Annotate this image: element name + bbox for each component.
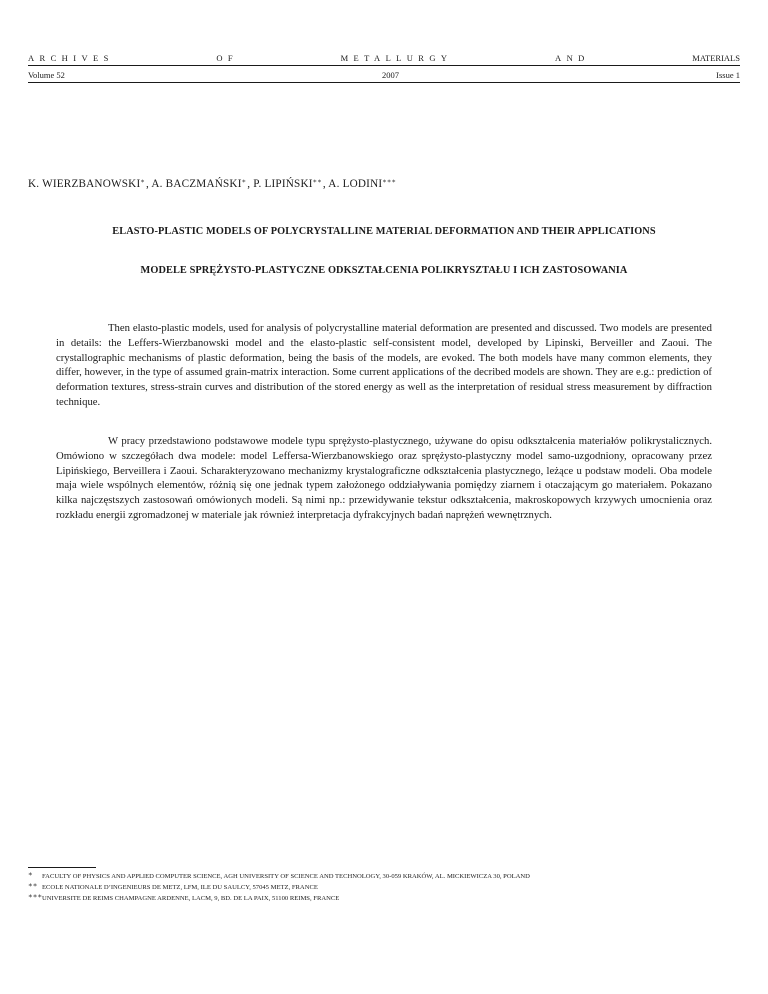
paper-title: ELASTO-PLASTIC MODELS OF POLYCRYSTALLINE MATERIAL DEFORMATION AND THEIR APPLICATIONS (112, 226, 656, 237)
paper-title-polish: MODELE SPRĘŻYSTO-PLASTYCZNE ODKSZTAŁCENIA POLIKRYSZTAŁU I ICH ZASTOSOWANIA (140, 265, 628, 276)
footnote-text: FACULTY OF PHYSICS AND APPLIED COMPUTER SCIENCE, AGH UNIVERSITY OF SCIENCE AND TECHNOLOGY, 30-059 KRAKÓW, AL. MICKIEWICZA 30, POLAND (42, 873, 530, 880)
author-mark: ∗ (140, 178, 145, 185)
footnote (28, 870, 530, 880)
journal-word: AND (555, 53, 590, 63)
header-rule (28, 82, 740, 83)
journal-word: ARCHIVES (28, 53, 114, 63)
footnote-mark: ∗∗∗ (28, 892, 43, 900)
footnote-mark: ∗ (28, 870, 33, 878)
issue-meta (28, 70, 740, 80)
author-name: A. LODINI (328, 178, 383, 190)
author-name: K. WIERZBANOWSKI (28, 178, 141, 190)
author-name: P. LIPIŃSKI (253, 178, 313, 190)
abstract-english: Then elasto-plastic models, used for analysis of polycrystalline material deformation are presented and discussed. Two models are presented in details: the Leffers-Wierzbanowski model and the elasto-plastic self-consistent model, developed by Lipinski, Berveiller and Zaoui. The crystallographic mechanisms of plastic deformation, being the basis of the models, are evoked. The both models have many common elements, they differ, however, in the type of assumed grain-matrix interaction. Some current applications of the decribed models are shown. They are e.g.: prediction of deformation textures, stress-strain curves and distribution of the stored energy as well as the interpretation of residual stress measurement by diffraction technique. (56, 322, 712, 408)
author-name: A. BACZMAŃSKI (151, 178, 242, 190)
journal-word: OF (216, 53, 238, 63)
journal-word: METALLURGY (340, 53, 453, 63)
author-mark: ∗ (241, 178, 247, 185)
author-mark: ∗∗ (312, 178, 322, 185)
abstract-polish: W pracy przedstawiono podstawowe modele typu sprężysto-plastycznego, używane do opisu odkształcenia materiałów polikrystalicznych. Omówiono w szczegółach dwa modele: model Leffersa-Wierzbanowskiego oraz sprężysto-plastyczny model samo-uzgodniony, opracowany przez Lipińskiego, Berveillera i Zaoui. Scharakteryzowano mechanizmy krystalograficzne odkształcenia plastycznego, leżące u podstaw modeli. Oba modele maja wiele wspólnych elementów, różnią się one jednak typem założonego oddziaływania pomiędzy ziarnem i otaczającym go materiałem. Pokazano kilka najczęstszych zastosowań omówionych modeli. Są nimi np.: przewidywanie tekstur odkształcenia, makroskopowych krzywych umocnienia oraz rozkładu energii zgromadzonej w materiale jak również interpretacja dyfrakcyjnych badań naprężeń wewnętrznych. (56, 435, 712, 521)
footnote-mark: ∗∗ (28, 881, 38, 889)
footnote-text: ECOLE NATIONALE D’INGENIEURS DE METZ, LFM, ILE DU SAULCY, 57045 METZ, FRANCE (42, 884, 318, 891)
journal-name (28, 53, 740, 63)
year: 2007 (382, 70, 400, 80)
footnote (28, 892, 339, 902)
author-mark: ∗∗∗ (382, 178, 397, 185)
author-list: K. WIERZBANOWSKI∗, A. BACZMAŃSKI∗, P. LIPIŃSKI∗∗, A. LODINI∗∗∗ (28, 178, 397, 190)
volume: Volume 52 (28, 70, 65, 80)
footnote (28, 881, 318, 891)
footnote-text: UNIVERSITE DE REIMS CHAMPAGNE ARDENNE, LACM, 9, BD. DE LA PAIX, 51100 REIMS, FRANCE (42, 895, 340, 902)
header-rule (28, 65, 740, 66)
journal-word: MATERIALS (692, 53, 740, 63)
footnote-rule (28, 867, 96, 868)
issue: Issue 1 (716, 70, 740, 80)
